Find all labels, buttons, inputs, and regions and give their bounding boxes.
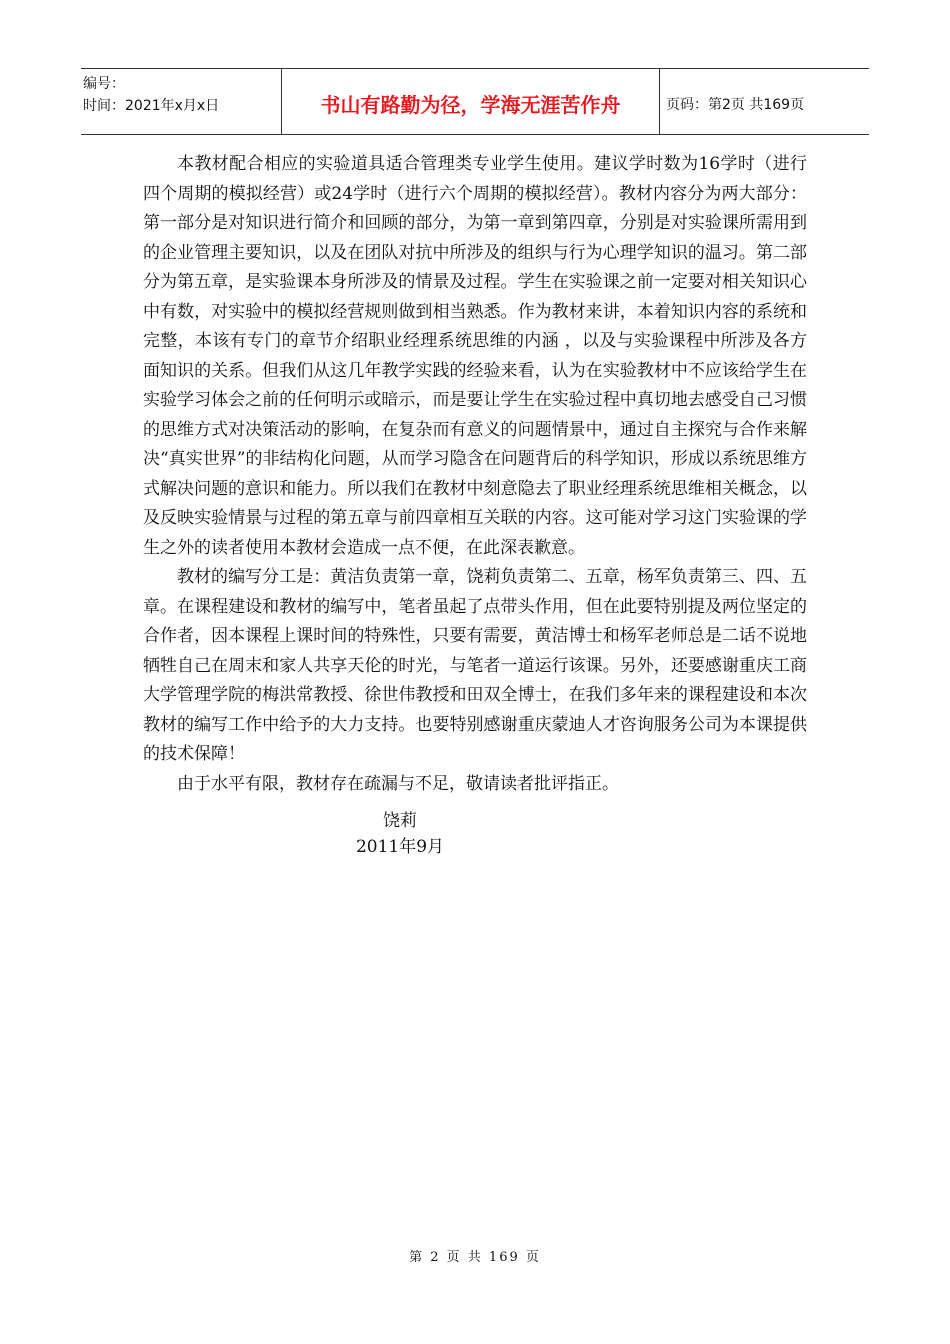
signature-name: 饶莉 — [383, 811, 417, 831]
document-number-label: 编号： — [83, 76, 125, 92]
header-meta — [81, 69, 282, 134]
document-body — [143, 150, 807, 799]
page-header — [81, 68, 869, 135]
document-time-label: 时间：2021年x月x日 — [83, 98, 220, 114]
page-footer: 第 2 页 共 169 页 — [409, 1250, 541, 1265]
header-motto: 书山有路勤为径，学海无涯苦作舟 — [282, 69, 660, 134]
body-paragraph-2: 教材的编写分工是：黄洁负责第一章，饶莉负责第二、五章，杨军负责第三、四、五章。在课程建设和教材的编写中，笔者虽起了点带头作用，但在此要特别提及两位坚定的合作者，因本课程上课时间的特殊性，只要有需要，黄洁博士和杨军老师总是二话不说地牺牲自己在周末和家人共享天伦的时光，与笔者一道运行该课。另外，还要感谢重庆工商大学管理学院的梅洪常教授、徐世伟教授和田双全博士，在我们多年来的课程建设和本次教材的编写工作中给予的大力支持。也要特别感谢重庆蒙迪人才咨询服务公司为本课提供的技术保障！ — [143, 567, 807, 764]
signature-date: 2011年9月 — [355, 837, 445, 857]
body-paragraph-1: 本教材配合相应的实验道具适合管理类专业学生使用。建议学时数为16学时（进行四个周期的模拟经营）或24学时（进行六个周期的模拟经营）。教材内容分为两大部分：第一部分是对知识进行简介和回顾的部分，为第一章到第四章，分别是对实验课所需用到的企业管理主要知识，以及在团队对抗中所涉及的组织与行为心理学知识的温习。第二部分为第五章，是实验课本身所涉及的情景及过程。学生在实验课之前一定要对相关知识心中有数，对实验中的模拟经营规则做到相当熟悉。作为教材来讲，本着知识内容的系统和完整，本该有专门的章节介绍职业经理系统思维的内涵 ，以及与实验课程中所涉及各方面知识的关系。但我们从这几年教学实践的经验来看，认为在实验教材中不应该给学生在实验学习体会之前的任何明示或暗示，而是要让学生在实验过程中真切地去感受自己习惯的思维方式对决策活动的影响，在复杂而有意义的问题情景中，通过自主探究与合作来解决“真实世界”的非结构化问题，从而学习隐含在问题背后的科学知识，形成以系统思维方式解决问题的意识和能力。所以我们在教材中刻意隐去了职业经理系统思维相关概念，以及反映实验情景与过程的第五章与前四章相互关联的内容。这可能对学习这门实验课的学生之外的读者使用本教材会造成一点不便，在此深表歉意。 — [143, 154, 807, 558]
body-paragraph-3: 由于水平有限，教材存在疏漏与不足，敬请读者批评指正。 — [177, 773, 619, 794]
header-page-info: 页码：第2页 共169页 — [666, 96, 805, 113]
